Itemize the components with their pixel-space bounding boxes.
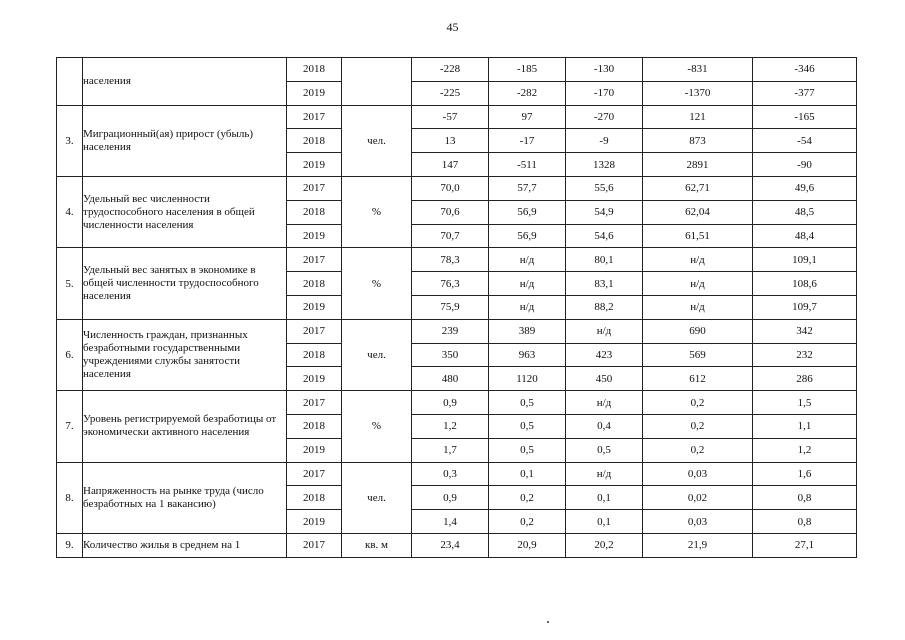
- unit-cell: чел.: [342, 462, 412, 533]
- value-cell: 389: [489, 319, 566, 343]
- table-row: [57, 533, 857, 557]
- year-cell: 2017: [287, 176, 342, 200]
- value-cell: 0,2: [643, 391, 753, 415]
- table-row: [57, 105, 857, 129]
- value-cell: 0,03: [643, 462, 753, 486]
- row-number: 7.: [57, 391, 83, 462]
- value-cell: 147: [412, 153, 489, 177]
- value-cell: 54,6: [566, 224, 643, 248]
- year-cell: 2018: [287, 58, 342, 82]
- indicator-name: Количество жилья в среднем на 1: [83, 533, 287, 557]
- scan-speck: [547, 621, 549, 623]
- value-cell: 88,2: [566, 295, 643, 319]
- indicator-name: Уровень регистрируемой безработицы от экономически активного населения: [83, 391, 287, 462]
- value-cell: 83,1: [566, 272, 643, 296]
- value-cell: 121: [643, 105, 753, 129]
- value-cell: -228: [412, 58, 489, 82]
- indicator-name: Удельный вес занятых в экономике в общей численности трудоспособного населения: [83, 248, 287, 319]
- value-cell: н/д: [566, 319, 643, 343]
- year-cell: 2018: [287, 272, 342, 296]
- value-cell: 450: [566, 367, 643, 391]
- value-cell: 342: [753, 319, 857, 343]
- table-row: [57, 462, 857, 486]
- value-cell: -54: [753, 129, 857, 153]
- value-cell: 97: [489, 105, 566, 129]
- value-cell: 1,6: [753, 462, 857, 486]
- value-cell: -1370: [643, 81, 753, 105]
- value-cell: 70,0: [412, 176, 489, 200]
- value-cell: н/д: [643, 295, 753, 319]
- year-cell: 2017: [287, 462, 342, 486]
- value-cell: 70,6: [412, 200, 489, 224]
- value-cell: 109,1: [753, 248, 857, 272]
- unit-cell: кв. м: [342, 533, 412, 557]
- year-cell: 2018: [287, 200, 342, 224]
- year-cell: 2019: [287, 295, 342, 319]
- value-cell: 569: [643, 343, 753, 367]
- value-cell: 0,3: [412, 462, 489, 486]
- value-cell: 20,9: [489, 533, 566, 557]
- row-number: 6.: [57, 319, 83, 390]
- value-cell: -165: [753, 105, 857, 129]
- value-cell: 480: [412, 367, 489, 391]
- value-cell: 56,9: [489, 200, 566, 224]
- value-cell: 70,7: [412, 224, 489, 248]
- value-cell: 55,6: [566, 176, 643, 200]
- value-cell: -270: [566, 105, 643, 129]
- value-cell: 62,71: [643, 176, 753, 200]
- unit-cell: %: [342, 176, 412, 247]
- value-cell: 0,5: [489, 391, 566, 415]
- value-cell: 0,9: [412, 486, 489, 510]
- value-cell: 286: [753, 367, 857, 391]
- value-cell: 0,02: [643, 486, 753, 510]
- value-cell: -511: [489, 153, 566, 177]
- year-cell: 2018: [287, 343, 342, 367]
- value-cell: 61,51: [643, 224, 753, 248]
- value-cell: 0,4: [566, 414, 643, 438]
- unit-cell: чел.: [342, 105, 412, 176]
- value-cell: 612: [643, 367, 753, 391]
- value-cell: 0,8: [753, 486, 857, 510]
- value-cell: 0,2: [489, 486, 566, 510]
- value-cell: 23,4: [412, 533, 489, 557]
- value-cell: 690: [643, 319, 753, 343]
- value-cell: 0,1: [566, 510, 643, 534]
- value-cell: 0,5: [489, 414, 566, 438]
- value-cell: н/д: [489, 272, 566, 296]
- value-cell: 56,9: [489, 224, 566, 248]
- value-cell: -170: [566, 81, 643, 105]
- row-number: 4.: [57, 176, 83, 247]
- value-cell: 350: [412, 343, 489, 367]
- table-body: [57, 58, 857, 558]
- value-cell: н/д: [643, 272, 753, 296]
- indicator-name: населения: [83, 58, 287, 106]
- unit-cell: %: [342, 248, 412, 319]
- value-cell: -282: [489, 81, 566, 105]
- value-cell: 54,9: [566, 200, 643, 224]
- value-cell: 0,1: [489, 462, 566, 486]
- value-cell: 48,5: [753, 200, 857, 224]
- value-cell: 1120: [489, 367, 566, 391]
- value-cell: 1,7: [412, 438, 489, 462]
- year-cell: 2019: [287, 153, 342, 177]
- statistics-table: [56, 57, 857, 558]
- value-cell: 48,4: [753, 224, 857, 248]
- indicator-name: Напряженность на рынке труда (число безработных на 1 вакансию): [83, 462, 287, 533]
- indicator-name: Численность граждан, признанных безработными государственными учреждениями службы занятости населения: [83, 319, 287, 390]
- value-cell: 0,5: [489, 438, 566, 462]
- unit-cell: чел.: [342, 319, 412, 390]
- value-cell: 1,4: [412, 510, 489, 534]
- value-cell: 21,9: [643, 533, 753, 557]
- row-number: [57, 58, 83, 106]
- unit-cell: [342, 58, 412, 106]
- value-cell: н/д: [489, 248, 566, 272]
- year-cell: 2019: [287, 438, 342, 462]
- row-number: 9.: [57, 533, 83, 557]
- value-cell: 20,2: [566, 533, 643, 557]
- year-cell: 2019: [287, 224, 342, 248]
- value-cell: 109,7: [753, 295, 857, 319]
- value-cell: 80,1: [566, 248, 643, 272]
- table-row: [57, 319, 857, 343]
- value-cell: 62,04: [643, 200, 753, 224]
- value-cell: 108,6: [753, 272, 857, 296]
- value-cell: 1,2: [412, 414, 489, 438]
- value-cell: -377: [753, 81, 857, 105]
- value-cell: 13: [412, 129, 489, 153]
- year-cell: 2018: [287, 414, 342, 438]
- year-cell: 2019: [287, 81, 342, 105]
- value-cell: -9: [566, 129, 643, 153]
- value-cell: 2891: [643, 153, 753, 177]
- indicator-name: Миграционный(ая) прирост (убыль) населения: [83, 105, 287, 176]
- value-cell: -90: [753, 153, 857, 177]
- value-cell: 27,1: [753, 533, 857, 557]
- year-cell: 2017: [287, 105, 342, 129]
- year-cell: 2018: [287, 129, 342, 153]
- value-cell: 0,9: [412, 391, 489, 415]
- unit-cell: %: [342, 391, 412, 462]
- value-cell: н/д: [489, 295, 566, 319]
- value-cell: 0,5: [566, 438, 643, 462]
- value-cell: 1,2: [753, 438, 857, 462]
- value-cell: 0,8: [753, 510, 857, 534]
- year-cell: 2017: [287, 248, 342, 272]
- value-cell: 1,5: [753, 391, 857, 415]
- year-cell: 2017: [287, 391, 342, 415]
- value-cell: -225: [412, 81, 489, 105]
- value-cell: 0,2: [643, 414, 753, 438]
- value-cell: 78,3: [412, 248, 489, 272]
- value-cell: 1328: [566, 153, 643, 177]
- year-cell: 2017: [287, 533, 342, 557]
- value-cell: 1,1: [753, 414, 857, 438]
- value-cell: -130: [566, 58, 643, 82]
- value-cell: н/д: [643, 248, 753, 272]
- table-row: [57, 248, 857, 272]
- table-row: [57, 176, 857, 200]
- year-cell: 2019: [287, 510, 342, 534]
- value-cell: 963: [489, 343, 566, 367]
- year-cell: 2017: [287, 319, 342, 343]
- value-cell: 232: [753, 343, 857, 367]
- value-cell: -831: [643, 58, 753, 82]
- value-cell: 75,9: [412, 295, 489, 319]
- table-row: [57, 58, 857, 82]
- row-number: 8.: [57, 462, 83, 533]
- value-cell: -185: [489, 58, 566, 82]
- row-number: 5.: [57, 248, 83, 319]
- value-cell: 0,03: [643, 510, 753, 534]
- value-cell: 239: [412, 319, 489, 343]
- value-cell: н/д: [566, 462, 643, 486]
- value-cell: -346: [753, 58, 857, 82]
- value-cell: 0,1: [566, 486, 643, 510]
- page-number: 45: [446, 20, 459, 34]
- value-cell: 57,7: [489, 176, 566, 200]
- value-cell: -17: [489, 129, 566, 153]
- year-cell: 2018: [287, 486, 342, 510]
- value-cell: 0,2: [489, 510, 566, 534]
- value-cell: -57: [412, 105, 489, 129]
- year-cell: 2019: [287, 367, 342, 391]
- value-cell: 423: [566, 343, 643, 367]
- value-cell: 49,6: [753, 176, 857, 200]
- value-cell: 76,3: [412, 272, 489, 296]
- table-row: [57, 391, 857, 415]
- value-cell: 873: [643, 129, 753, 153]
- indicator-name: Удельный вес численности трудоспособного населения в общей численности населения: [83, 176, 287, 247]
- row-number: 3.: [57, 105, 83, 176]
- value-cell: 0,2: [643, 438, 753, 462]
- value-cell: н/д: [566, 391, 643, 415]
